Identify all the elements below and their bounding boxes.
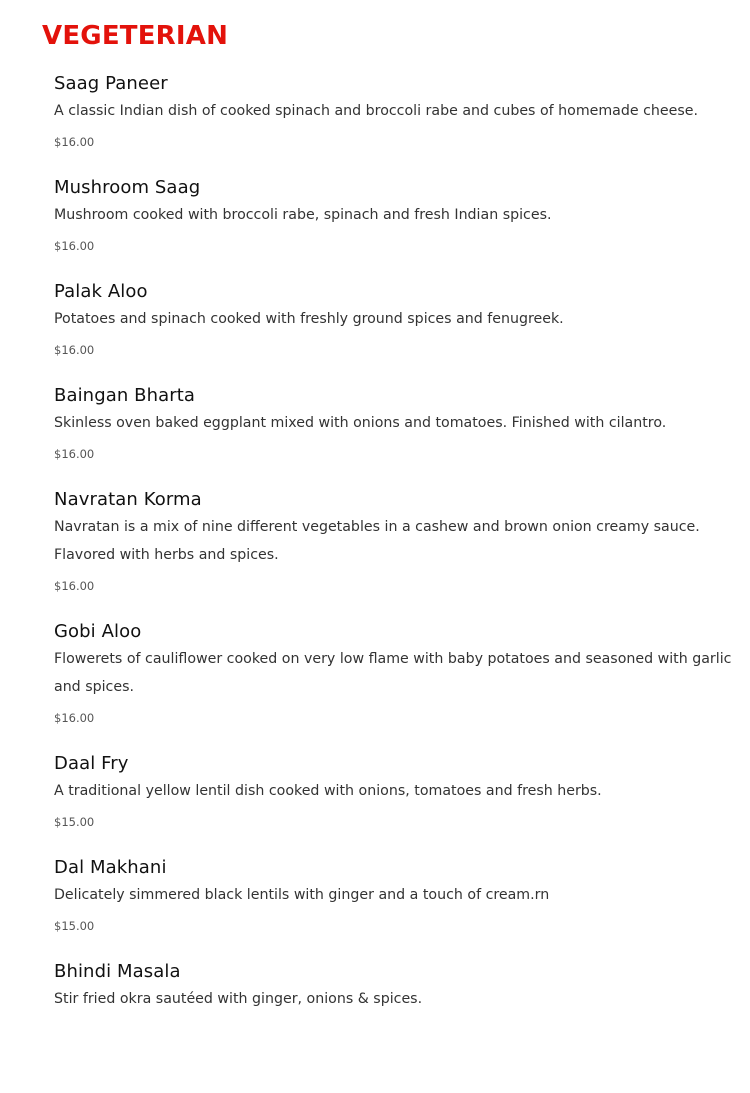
menu-item-daal-fry: [54, 752, 744, 856]
menu-item-mushroom-saag: [54, 176, 744, 280]
item-name: Mushroom Saag: [54, 177, 201, 198]
item-name: Saag Paneer: [54, 73, 168, 94]
menu-item-dal-makhani: [54, 856, 744, 960]
item-price: $16.00: [54, 343, 95, 357]
menu-item-navratan-korma: [54, 488, 744, 620]
item-description: A classic Indian dish of cooked spinach and broccoli rabe and cubes of homemade cheese.: [54, 103, 698, 119]
item-name: Baingan Bharta: [54, 385, 196, 406]
item-price: [54, 1013, 744, 1048]
item-price: $15.00: [54, 919, 95, 933]
item-name: Navratan Korma: [54, 489, 202, 510]
menu-item-gobi-aloo: [54, 620, 744, 752]
item-name: Palak Aloo: [54, 281, 148, 302]
item-price: $16.00: [54, 711, 95, 725]
item-price: $16.00: [54, 135, 95, 149]
item-price: $16.00: [54, 579, 95, 593]
item-description: Skinless oven baked eggplant mixed with onions and tomatoes. Finished with cilantro.: [54, 415, 667, 431]
item-name: Gobi Aloo: [54, 621, 142, 642]
menu-list: [54, 72, 744, 1048]
item-description: Navratan is a mix of nine different vegetables in a cashew and brown onion creamy sauce. Flavored with herbs and spices.: [54, 519, 700, 563]
item-description: Stir fried okra sautéed with ginger, onions & spices.: [54, 991, 423, 1007]
item-description: Delicately simmered black lentils with ginger and a touch of cream.rn: [54, 887, 550, 903]
menu-item-baingan-bharta: [54, 384, 744, 488]
item-description: Mushroom cooked with broccoli rabe, spinach and fresh Indian spices.: [54, 207, 552, 223]
menu-item-palak-aloo: [54, 280, 744, 384]
menu-item-bhindi-masala: [54, 960, 744, 1048]
item-name: Daal Fry: [54, 753, 129, 774]
item-name: Dal Makhani: [54, 857, 167, 878]
menu-item-saag-paneer: [54, 72, 744, 176]
item-name: Bhindi Masala: [54, 961, 181, 982]
section-title: VEGETERIAN: [42, 21, 229, 51]
item-price: $16.00: [54, 239, 95, 253]
item-price: $16.00: [54, 447, 95, 461]
item-price: $15.00: [54, 815, 95, 829]
item-description: Flowerets of cauliflower cooked on very low flame with baby potatoes and seasoned with garlic and spices.: [54, 651, 732, 695]
item-description: Potatoes and spinach cooked with freshly ground spices and fenugreek.: [54, 311, 564, 327]
item-description: A traditional yellow lentil dish cooked with onions, tomatoes and fresh herbs.: [54, 783, 602, 799]
